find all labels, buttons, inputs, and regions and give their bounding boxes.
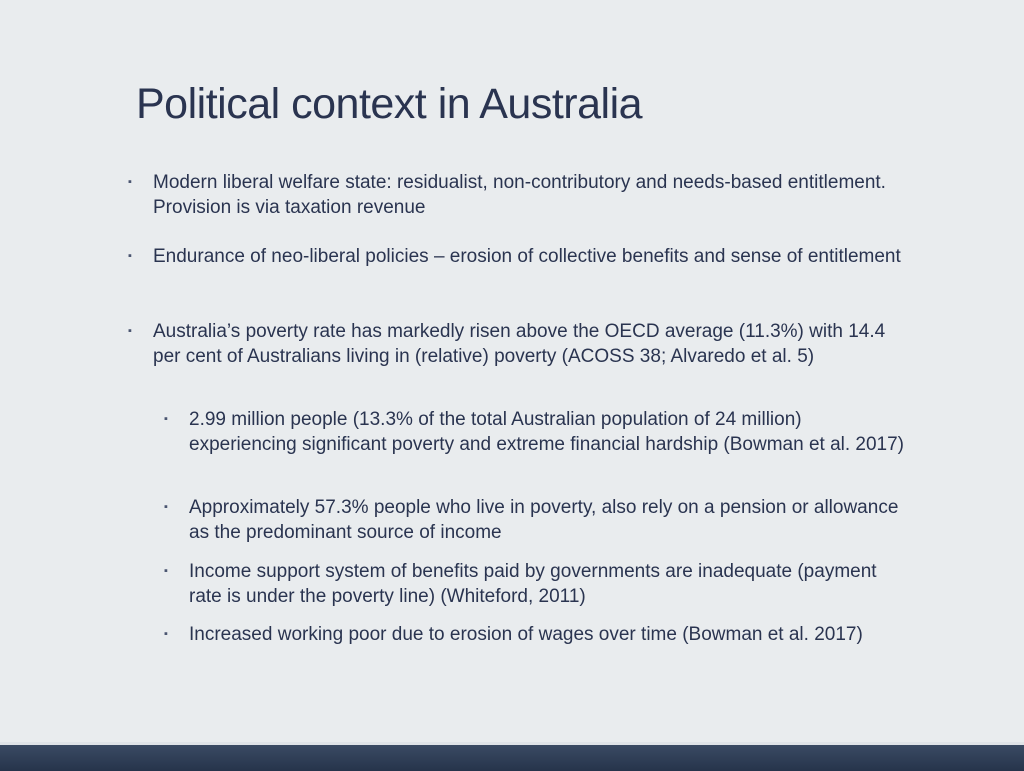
bullet-text: Australia’s poverty rate has markedly risen above the OECD average (11.3%) with 14.4 per cent of Australians living in (relative) poverty (ACOSS 38; Alvaredo et al. 5)	[153, 321, 886, 367]
sub-bullet-text: 2.99 million people (13.3% of the total Australian population of 24 million) experiencing significant poverty and extreme financial hardship (Bowman et al. 2017)	[189, 409, 905, 455]
bullet-item	[128, 320, 905, 369]
sub-bullet-item	[164, 623, 905, 648]
square-bullet-icon: ▪	[128, 325, 132, 337]
slide-title: Political context in Australia	[136, 80, 643, 128]
footer-bar	[0, 742, 1024, 771]
bullet-item	[128, 245, 905, 270]
square-bullet-icon: ▪	[164, 501, 168, 513]
sub-bullet-item	[164, 496, 905, 545]
square-bullet-icon: ▪	[128, 176, 132, 188]
sub-bullet-text: Increased working poor due to erosion of wages over time (Bowman et al. 2017)	[189, 624, 863, 645]
sub-bullet-item	[164, 560, 905, 609]
square-bullet-icon: ▪	[164, 628, 168, 640]
square-bullet-icon: ▪	[164, 565, 168, 577]
square-bullet-icon: ▪	[164, 413, 168, 425]
sub-bullet-text: Approximately 57.3% people who live in poverty, also rely on a pension or allowance as the predominant source of income	[189, 497, 899, 543]
bullet-text: Endurance of neo-liberal policies – erosion of collective benefits and sense of entitlement	[153, 246, 901, 267]
bullet-item	[128, 171, 905, 220]
bullet-text: Modern liberal welfare state: residualist, non-contributory and needs-based entitlement. Provision is via taxation revenue	[153, 172, 886, 218]
square-bullet-icon: ▪	[128, 250, 132, 262]
sub-bullet-item	[164, 408, 905, 457]
sub-bullet-text: Income support system of benefits paid by governments are inadequate (payment rate is under the poverty line) (Whiteford, 2011)	[189, 561, 877, 607]
